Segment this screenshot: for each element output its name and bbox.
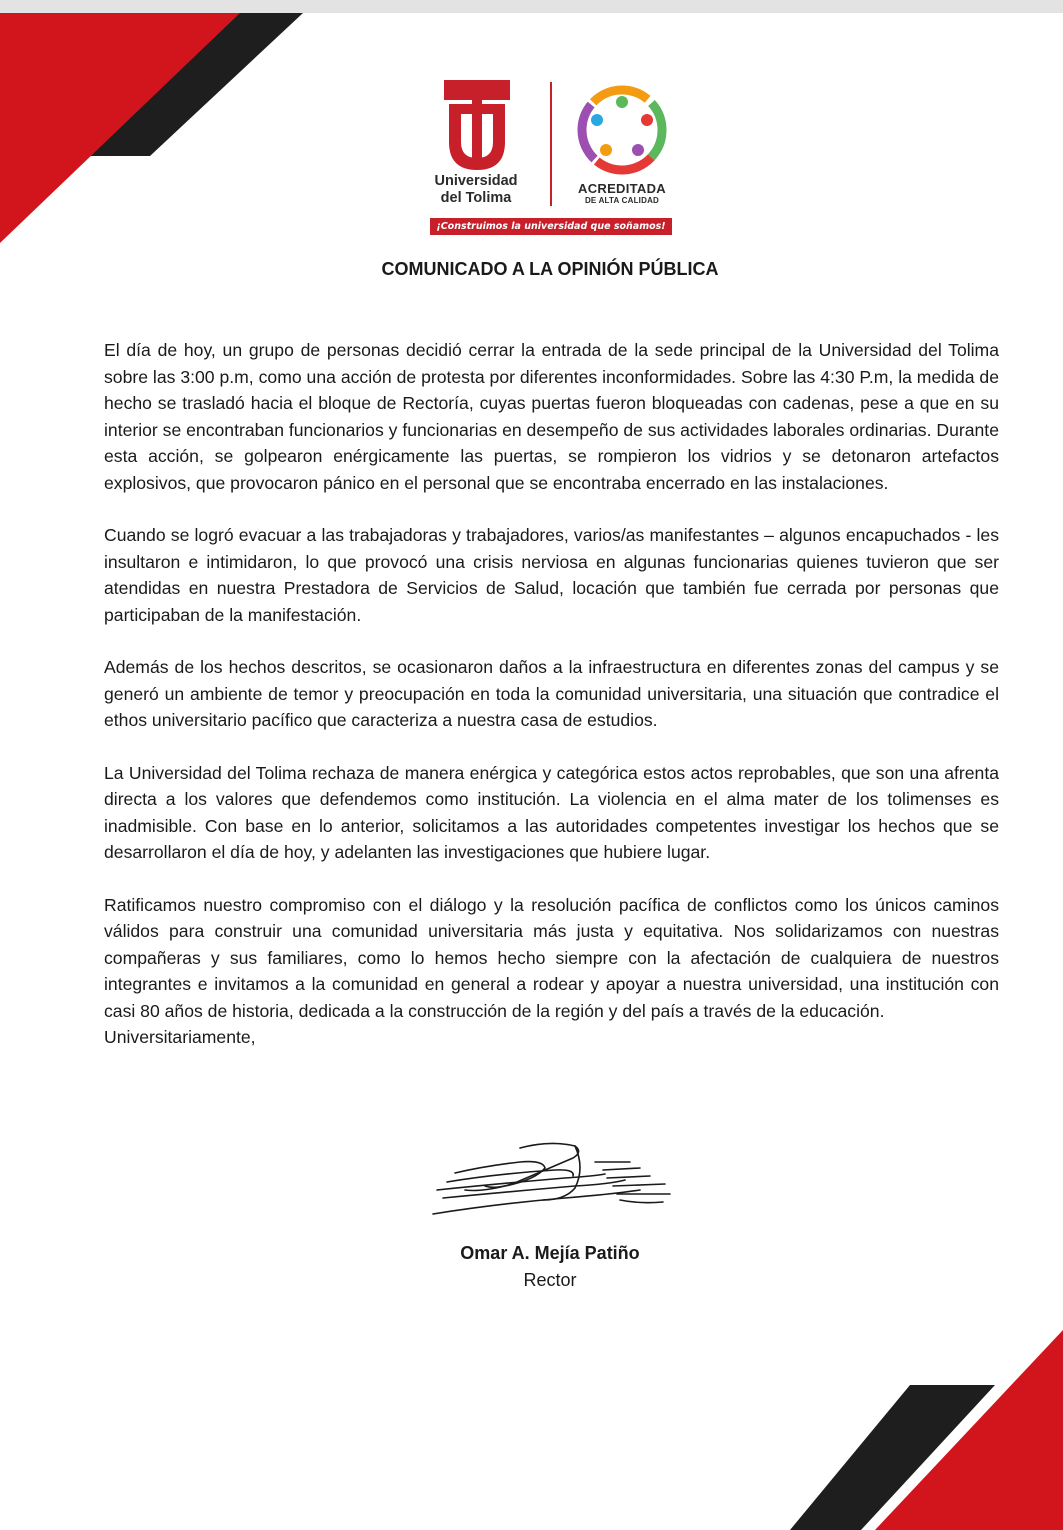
paragraph-1: El día de hoy, un grupo de personas decidió cerrar la entrada de la sede principal de la Universidad del Tolima sobre las 3:00 p.m, como una acción de protesta por diferentes inconformidades. Sobre las 4:30 P.m, la medida de hecho se trasladó hacia el bloque de Rectoría, cuyas puertas fueron bloqueadas con cadenas, pese a que en su interior se encontraban funcionarios y funcionarias en desempeño de sus actividades laborales ordinarias. Durante esta acción, se golpearon enérgicamente las puertas, se rompieron los vidrios y se detonaron artefactos explosivos, que provocaron pánico en el personal que se encontraba encerrado en las instalaciones.	[104, 340, 999, 493]
face-green	[616, 96, 628, 108]
paragraph-2: Cuando se logró evacuar a las trabajadoras y trabajadores, varios/as manifestantes – algunos encapuchados - les insultaron e intimidaron, lo que provocó una crisis nerviosa en algunas funcionarias quienes tuvieron que ser atendidas en nuestra Prestadora de Servicios de Salud, locación que también fue cerrada por personas que participaban de la manifestación.	[104, 525, 999, 625]
accreditation-logo	[572, 80, 672, 180]
top-strip	[0, 0, 1063, 13]
paragraph-5: Ratificamos nuestro compromiso con el diálogo y la resolución pacífica de conflictos como los únicos caminos válidos para construir una comunidad universitaria más justa y equitativa. Nos solidarizamos con nuestras compañeras y sus familiares, como lo hemos hecho siempre con la afectación de cualquiera de nuestros integrantes e invitamos a la comunidad en general a rodear y apoyar a nuestra universidad, una institución con casi 80 años de historia, dedicada a la construcción de la región y del país a través de la educación.	[104, 894, 999, 1021]
paragraph-4: La Universidad del Tolima rechaza de manera enérgica y categórica estos actos reprobables, que son una afrenta directa a los valores que defendemos como institución. La violencia en el alma mater de los tolimenses es inadmisible. Con base en lo anterior, solicitamos a las autoridades competentes investigar los hechos que se desarrollaron el día de hoy, y adelanten las investigaciones que hubiere lugar.	[104, 762, 999, 862]
logo-divider	[550, 82, 552, 206]
face-orange	[600, 144, 612, 156]
document-body	[104, 337, 999, 1051]
accreditation-text	[560, 181, 684, 206]
closing-salutation: Universitariamente,	[104, 1027, 256, 1047]
university-name-line1: Universidad	[434, 173, 518, 189]
corner-red-triangle	[0, 13, 240, 243]
university-name-line2: del Tolima	[440, 190, 512, 206]
signatory-role: Rector	[523, 1270, 577, 1290]
signatory-name: Omar A. Mejía Patiño	[460, 1243, 640, 1263]
accreditation-line2: DE ALTA CALIDAD	[584, 196, 660, 205]
paragraph-3: Además de los hechos descritos, se ocasionaron daños a la infraestructura en diferentes zonas del campus y se generó un ambiente de temor y preocupación en toda la comunidad universitaria, una situación que contradice el ethos universitario pacífico que caracteriza a nuestra casa de estudios.	[104, 657, 999, 730]
slogan-banner: ¡Construimos la universidad que soñamos!	[430, 218, 672, 235]
corner-decoration-top-left	[0, 13, 310, 243]
university-name	[420, 173, 532, 207]
face-purple	[632, 144, 644, 156]
document-title: COMUNICADO A LA OPINIÓN PÚBLICA	[381, 259, 719, 279]
face-red	[641, 114, 653, 126]
corner-decoration-bottom-right	[790, 1330, 1063, 1530]
face-blue	[591, 114, 603, 126]
accreditation-line1: ACREDITADA	[578, 181, 666, 196]
header-logos	[420, 80, 680, 240]
university-logo	[444, 80, 510, 172]
handwritten-signature	[425, 1138, 680, 1223]
